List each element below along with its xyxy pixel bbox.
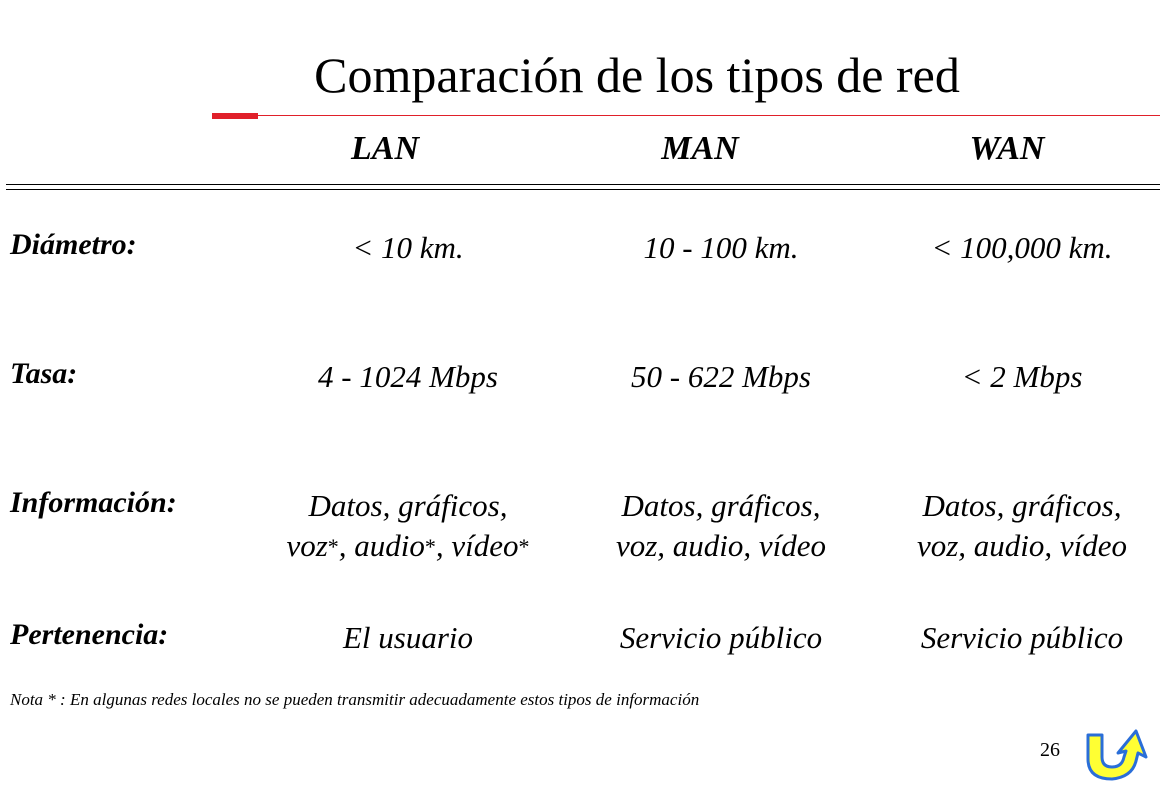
cell-pertenencia-wan: Servicio público: [920, 620, 1124, 655]
header-divider-bottom: [6, 189, 1160, 190]
cell-diametro-wan: < 100,000 km.: [931, 230, 1113, 265]
title-underline: [258, 115, 1160, 116]
cell-diametro-man: 10 - 100 km.: [643, 230, 799, 265]
u-turn-arrow-shape: [1088, 731, 1146, 779]
asterisk-voz: *: [327, 534, 339, 559]
text-video: , vídeo: [435, 528, 519, 563]
cell-informacion-wan-line2: voz, audio, vídeo: [916, 528, 1128, 563]
cell-informacion-lan-line1: Datos, gráficos,: [308, 488, 508, 523]
footnote: Nota * : En algunas redes locales no se pueden transmitir adecuadamente estos tipos de información: [10, 690, 700, 709]
cell-tasa-lan: 4 - 1024 Mbps: [318, 359, 498, 394]
text-audio: , audio: [338, 528, 425, 563]
cell-informacion-wan-line1: Datos, gráficos,: [922, 488, 1122, 523]
cell-pertenencia-man: Servicio público: [619, 620, 823, 655]
u-turn-arrow-graphic: [1080, 725, 1160, 785]
row-label-informacion: Información:: [10, 486, 177, 519]
cell-informacion-lan: [248, 486, 568, 567]
u-turn-arrow-icon[interactable]: [1080, 725, 1160, 790]
page-number: 26: [1040, 739, 1060, 761]
cell-tasa-wan: < 2 Mbps: [961, 359, 1083, 394]
row-label-pertenencia: Pertenencia:: [10, 618, 169, 651]
cell-tasa-man: 50 - 622 Mbps: [631, 359, 811, 394]
column-header-lan: LAN: [351, 130, 419, 167]
cell-informacion-wan: [862, 486, 1160, 566]
cell-informacion-man-line2: voz, audio, vídeo: [615, 528, 827, 563]
cell-informacion-lan-line2: [248, 526, 568, 567]
cell-informacion-man: [561, 486, 881, 566]
header-divider-top: [6, 184, 1160, 185]
cell-informacion-man-line1: Datos, gráficos,: [621, 488, 821, 523]
title-accent-bar: [212, 113, 258, 119]
text-voz: voz: [286, 528, 328, 563]
asterisk-audio: *: [424, 534, 436, 559]
column-header-wan: WAN: [969, 130, 1045, 167]
row-label-tasa: Tasa:: [10, 357, 78, 390]
row-label-diametro: Diámetro:: [10, 228, 137, 261]
cell-diametro-lan: < 10 km.: [352, 230, 464, 265]
cell-pertenencia-lan: El usuario: [342, 620, 474, 655]
slide-title: Comparación de los tipos de red: [314, 47, 960, 103]
column-header-man: MAN: [661, 130, 739, 167]
asterisk-video: *: [518, 534, 530, 559]
